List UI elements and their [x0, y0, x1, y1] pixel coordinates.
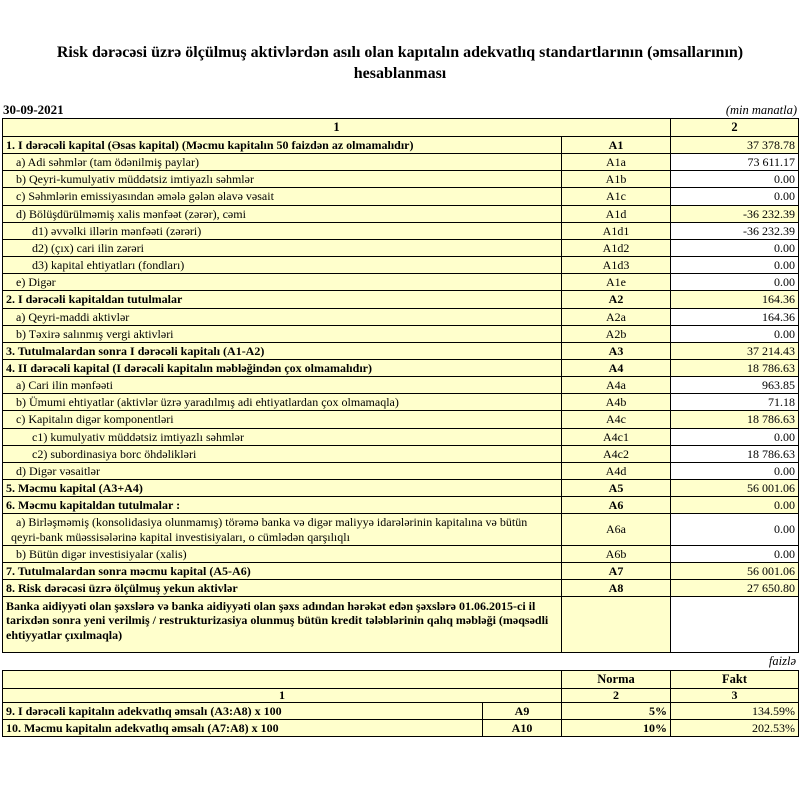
- report-date: 30-09-2021: [3, 102, 64, 118]
- ratio-label-cell: 9. I dərəcəli kapitalın adekvatlıq əmsalı (A3:A8) x 100: [3, 702, 483, 719]
- row-code-cell: A1a: [562, 154, 671, 171]
- table-row: [3, 239, 799, 256]
- table-row: [3, 428, 799, 445]
- table-row: [3, 545, 799, 562]
- row-label-cell: 6. Məcmu kapitaldan tutulmalar :: [3, 497, 562, 514]
- table-row: [3, 291, 799, 308]
- row-label-cell: c2) subordinasiya borc öhdəlikləri: [3, 445, 562, 462]
- row-label-cell: 5. Məcmu kapital (A3+A4): [3, 480, 562, 497]
- row-value-cell: 0.00: [671, 257, 799, 274]
- row-value-cell: 56 001.06: [671, 562, 799, 579]
- table-row: [3, 360, 799, 377]
- row-label-cell: c) Kapitalın digər komponentləri: [3, 411, 562, 428]
- row-code-cell: A1d: [562, 205, 671, 222]
- row-value-cell: 18 786.63: [671, 445, 799, 462]
- ratio-table-colnum-row: [3, 688, 799, 702]
- row-value-cell: 71.18: [671, 394, 799, 411]
- row-code-cell: A8: [562, 580, 671, 597]
- row-label-cell: a) Adi səhmlər (tam ödənilmiş paylar): [3, 154, 562, 171]
- table-row: [3, 580, 799, 597]
- row-code-cell: A7: [562, 562, 671, 579]
- row-value-cell: 0.00: [671, 274, 799, 291]
- row-label-cell: e) Digər: [3, 274, 562, 291]
- col2-header: 2: [671, 119, 799, 137]
- row-value-cell: 0.00: [671, 239, 799, 256]
- ratio-table: [2, 670, 799, 737]
- row-value-cell: 18 786.63: [671, 411, 799, 428]
- table-row: [3, 308, 799, 325]
- row-value-cell: 0.00: [671, 325, 799, 342]
- table-row: [3, 257, 799, 274]
- row-label-cell: d) Bölüşdürülməmiş xalis mənfəət (zərər), cəmi: [3, 205, 562, 222]
- table-row: [3, 462, 799, 479]
- row-value-cell: 0.00: [671, 171, 799, 188]
- table-row: [3, 514, 799, 545]
- row-value-cell: 0.00: [671, 188, 799, 205]
- fakt-header: Fakt: [671, 671, 799, 689]
- row-value-cell: 164.36: [671, 308, 799, 325]
- page-title: Risk dərəcəsi üzrə ölçülmuş aktivlərdən asılı olan kapıtalın adekvatlıq standartlarının (əmsallarının) hesablanması: [56, 44, 744, 83]
- ratio-norma-cell: 5%: [562, 702, 671, 719]
- row-code-cell: A6a: [562, 514, 671, 545]
- table-row: [3, 171, 799, 188]
- row-code-cell: A4: [562, 360, 671, 377]
- row-value-cell: [671, 597, 799, 653]
- row-code-cell: A1d2: [562, 239, 671, 256]
- unit-note: (min manatla): [725, 103, 797, 118]
- row-value-cell: 0.00: [671, 514, 799, 545]
- row-label-cell: a) Birləşməmiş (konsolidasiya olunmamış) törəmə banka və digər maliyyə idarələrinin kapitalına və bütün qeyri-bank müəssisələrinə kapital investisiyaları, o cümlədən qarşılıqlı: [3, 514, 562, 545]
- row-value-cell: 37 378.78: [671, 136, 799, 153]
- ratio-header-empty: [3, 671, 562, 689]
- row-label-cell: d) Digər vəsaitlər: [3, 462, 562, 479]
- table-row: [3, 597, 799, 653]
- table-row: [3, 222, 799, 239]
- row-code-cell: A5: [562, 480, 671, 497]
- row-code-cell: A4c: [562, 411, 671, 428]
- ratio-table-header-row: [3, 671, 799, 689]
- table-row: [3, 445, 799, 462]
- report-page: [0, 42, 800, 737]
- row-code-cell: A1e: [562, 274, 671, 291]
- row-code-cell: A2: [562, 291, 671, 308]
- row-label-cell: 3. Tutulmalardan sonra I dərəcəli kapitalı (A1-A2): [3, 342, 562, 359]
- row-value-cell: 56 001.06: [671, 480, 799, 497]
- row-code-cell: A1d1: [562, 222, 671, 239]
- row-code-cell: A2b: [562, 325, 671, 342]
- table-row: [3, 719, 799, 736]
- table-row: [3, 702, 799, 719]
- table-row: [3, 562, 799, 579]
- ratio-norma-cell: 10%: [562, 719, 671, 736]
- ratio-code-cell: A10: [483, 719, 562, 736]
- table-row: [3, 497, 799, 514]
- table-row: [3, 136, 799, 153]
- row-code-cell: A1c: [562, 188, 671, 205]
- col1-header: 1: [3, 119, 671, 137]
- row-value-cell: 0.00: [671, 545, 799, 562]
- ratio-table-body: [3, 702, 799, 736]
- row-code-cell: A4c2: [562, 445, 671, 462]
- row-label-cell: 1. I dərəcəli kapital (Əsas kapital) (Məcmu kapitalın 50 faizdən az olmamalıdır): [3, 136, 562, 153]
- row-label-cell: d1) əvvəlki illərin mənfəəti (zərəri): [3, 222, 562, 239]
- row-label-cell: c) Səhmlərin emissiyasından əmələ gələn əlavə vəsait: [3, 188, 562, 205]
- table-row: [3, 205, 799, 222]
- ratio-label-cell: 10. Məcmu kapitalın adekvatlıq əmsalı (A7:A8) x 100: [3, 719, 483, 736]
- row-code-cell: A1b: [562, 171, 671, 188]
- norma-header: Norma: [562, 671, 671, 689]
- table-row: [3, 480, 799, 497]
- capital-table: [2, 118, 799, 653]
- row-value-cell: 0.00: [671, 428, 799, 445]
- table-row: [3, 154, 799, 171]
- table-row: [3, 342, 799, 359]
- capital-table-header-row: [3, 119, 799, 137]
- row-value-cell: -36 232.39: [671, 222, 799, 239]
- row-code-cell: A4a: [562, 377, 671, 394]
- row-code-cell: A1d3: [562, 257, 671, 274]
- capital-table-body: [3, 136, 799, 652]
- row-label-cell: a) Cari ilin mənfəəti: [3, 377, 562, 394]
- ratio-col2-header: 2: [562, 688, 671, 702]
- row-label-cell: b) Bütün digər investisiyalar (xalis): [3, 545, 562, 562]
- ratio-fakt-cell: 134.59%: [671, 702, 799, 719]
- row-label-cell: 8. Risk dərəcəsi üzrə ölçülmuş yekun aktivlər: [3, 580, 562, 597]
- row-value-cell: -36 232.39: [671, 205, 799, 222]
- row-label-cell: Banka aidiyyəti olan şəxslərə və banka aidiyyəti olan şəxs adından hərəkət edən şəxslərə 01.06.2015-ci il tarixdən sonra yeni verilmiş / restrukturizasiya olunmuş bütün kredit tələblərinin qalıq məbləği (məqsədli ehtiyyatlar çıxılmaqla): [3, 597, 562, 653]
- row-label-cell: 4. II dərəcəli kapital (I dərəcəli kapitalın məbləğindən çox olmamalıdır): [3, 360, 562, 377]
- row-code-cell: A4b: [562, 394, 671, 411]
- row-value-cell: 73 611.17: [671, 154, 799, 171]
- table-row: [3, 377, 799, 394]
- row-code-cell: [562, 597, 671, 653]
- row-label-cell: b) Qeyri-kumulyativ müddətsiz imtiyazlı səhmlər: [3, 171, 562, 188]
- row-label-cell: b) Təxirə salınmış vergi aktivləri: [3, 325, 562, 342]
- row-value-cell: 0.00: [671, 462, 799, 479]
- row-label-cell: a) Qeyri-maddi aktivlər: [3, 308, 562, 325]
- row-code-cell: A2a: [562, 308, 671, 325]
- row-code-cell: A4d: [562, 462, 671, 479]
- meta-row: [3, 96, 797, 118]
- row-code-cell: A4c1: [562, 428, 671, 445]
- row-label-cell: b) Ümumi ehtiyatlar (aktivlər üzrə yaradılmış adi ehtiyatlardan çox olmamaqla): [3, 394, 562, 411]
- row-label-cell: c1) kumulyativ müddətsiz imtiyazlı səhmlər: [3, 428, 562, 445]
- row-value-cell: 963.85: [671, 377, 799, 394]
- table-row: [3, 394, 799, 411]
- table-row: [3, 274, 799, 291]
- row-value-cell: 0.00: [671, 497, 799, 514]
- row-label-cell: 7. Tutulmalardan sonra məcmu kapital (A5-A6): [3, 562, 562, 579]
- row-code-cell: A3: [562, 342, 671, 359]
- table-row: [3, 188, 799, 205]
- row-code-cell: A6: [562, 497, 671, 514]
- row-value-cell: 27 650.80: [671, 580, 799, 597]
- row-label-cell: d3) kapital ehtiyatları (fondları): [3, 257, 562, 274]
- row-value-cell: 37 214.43: [671, 342, 799, 359]
- ratio-fakt-cell: 202.53%: [671, 719, 799, 736]
- row-code-cell: A6b: [562, 545, 671, 562]
- row-label-cell: 2. I dərəcəli kapitaldan tutulmalar: [3, 291, 562, 308]
- unit-note-percent: faizlə: [768, 654, 796, 669]
- ratio-col3-header: 3: [671, 688, 799, 702]
- row-value-cell: 18 786.63: [671, 360, 799, 377]
- ratio-col1-header: 1: [3, 688, 562, 702]
- row-label-cell: d2) (çıx) cari ilin zərəri: [3, 239, 562, 256]
- table-row: [3, 411, 799, 428]
- ratio-code-cell: A9: [483, 702, 562, 719]
- row-value-cell: 164.36: [671, 291, 799, 308]
- row-code-cell: A1: [562, 136, 671, 153]
- table-row: [3, 325, 799, 342]
